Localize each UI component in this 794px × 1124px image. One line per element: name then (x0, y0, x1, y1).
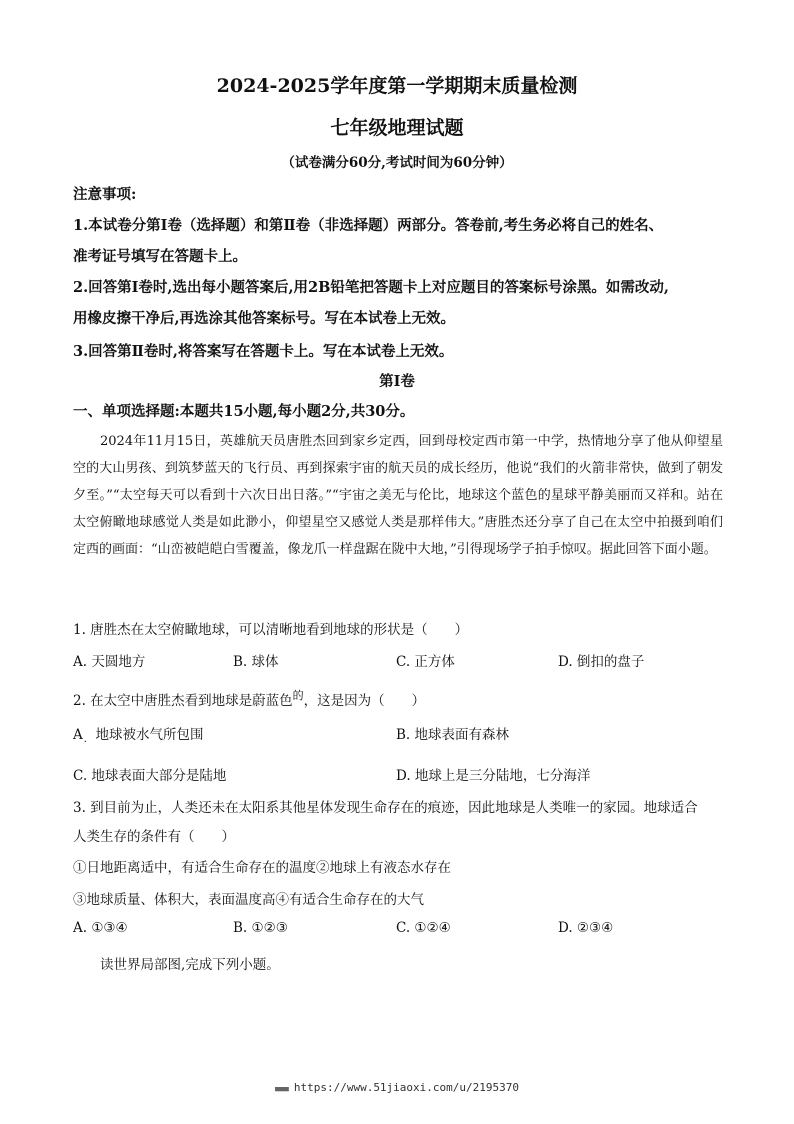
exam-note: （试卷满分60分,考试时间为60分钟） (281, 155, 513, 171)
section-heading: 一、单项选择题:本题共15小题,每小题2分,共30分。 (73, 403, 415, 420)
question-2-stem-start: 2. 在太空中唐胜杰看到地球是蔚蓝色 (73, 693, 293, 709)
question-3-option-d: D. ②③④ (558, 920, 614, 936)
question-1-option-a: A. 天圆地方 (73, 654, 146, 670)
instruction-3: 3.回答第Ⅱ卷时,将答案写在答题卡上。写在本试卷上无效。 (73, 343, 454, 360)
question-2-option-a-letter: A (73, 727, 83, 743)
question-2-option-b: B. 地球表面有森林 (396, 727, 510, 743)
reading-passage: 2024年11月15日，英雄航天员唐胜杰回到家乡定西，回到母校定西市第一中学，热情地分享了他从仰望星空的大山男孩、到筑梦蓝天的飞行员、再到探索宇宙的航天员的成长经历，他说“我们的火箭非常快，做到了朝发夕至。”“太空每天可以看到十六次日出日落。”“宇宙之美无与伦比，地球这个蓝色的星球平静美丽而又祥和。站在太空俯瞰地球感觉人类是如此渺小，仰望星空又感觉人类是那样伟大。”唐胜杰还分享了自己在太空中拍摄到咱们定西的画面：“山峦被皑皑白雪覆盖，像龙爪一样盘踞在陇中大地，”引得现场学子拍手惊叹。据此回答下面小题。 (73, 434, 723, 557)
instruction-2-line-2: 用橡皮擦干净后,再选涂其他答案标号。写在本试卷上无效。 (73, 310, 456, 327)
question-1-option-b: B. 球体 (233, 654, 279, 670)
page-footer (0, 1081, 794, 1094)
question-2-stem-superscript: 的 (292, 689, 304, 702)
instructions-heading: 注意事项: (73, 186, 137, 203)
question-3-option-b: B. ①②③ (233, 920, 288, 936)
question-3-stem-line-1: 3. 到目前为止，人类还未在太阳系其他星体发现生命存在的痕迹，因此地球是人类唯一的家园。地球适合 (73, 800, 698, 816)
question-3-condition-2: ③地球质量、体积大，表面温度高④有适合生命存在的大气 (73, 892, 424, 908)
question-3-option-c: C. ①②④ (396, 920, 451, 936)
question-1-option-d: D. 倒扣的盘子 (558, 654, 645, 670)
footer-url[interactable]: https://www.51jiaoxi.com/u/2195370 (293, 1081, 520, 1094)
footer-logo-dots: ■■■■ (274, 1085, 288, 1093)
question-2-stem (73, 689, 425, 709)
exam-subtitle: 七年级地理试题 (330, 117, 464, 139)
exam-title: 2024-2025学年度第一学期期末质量检测 (216, 75, 578, 97)
instruction-1-line-1: 1.本试卷分第Ⅰ卷（选择题）和第Ⅱ卷（非选择题）两部分。答卷前,考生务必将自己的姓名、 (73, 217, 664, 234)
part-title: 第Ⅰ卷 (379, 373, 415, 390)
question-1-option-c: C. 正方体 (396, 654, 455, 670)
question-3-condition-1: ①日地距离适中，有适合生命存在的温度②地球上有液态水存在 (73, 860, 451, 876)
question-2-option-d: D. 地球上是三分陆地，七分海洋 (396, 768, 591, 784)
question-2-option-a (73, 723, 204, 748)
question-3-stem-line-2: 人类生存的条件有（ ） (73, 829, 235, 845)
instruction-1-line-2: 准考证号填写在答题卡上。 (73, 248, 247, 265)
question-2-stem-end: ，这是因为（ ） (303, 693, 426, 709)
next-question-prompt: 读世界局部图,完成下列小题。 (100, 957, 280, 973)
question-2-option-c: C. 地球表面大部分是陆地 (73, 768, 227, 784)
question-1-stem: 1. 唐胜杰在太空俯瞰地球，可以清晰地看到地球的形状是（ ） (73, 622, 469, 638)
question-2-option-a-text: 地球被水气所包围 (95, 727, 204, 743)
dot-mark: · (83, 737, 87, 748)
instruction-2-line-1: 2.回答第I卷时,选出每小题答案后,用2B铅笔把答题卡上对应题目的答案标号涂黑。如需改动, (73, 279, 669, 296)
question-3-option-a: A. ①③④ (73, 920, 128, 936)
